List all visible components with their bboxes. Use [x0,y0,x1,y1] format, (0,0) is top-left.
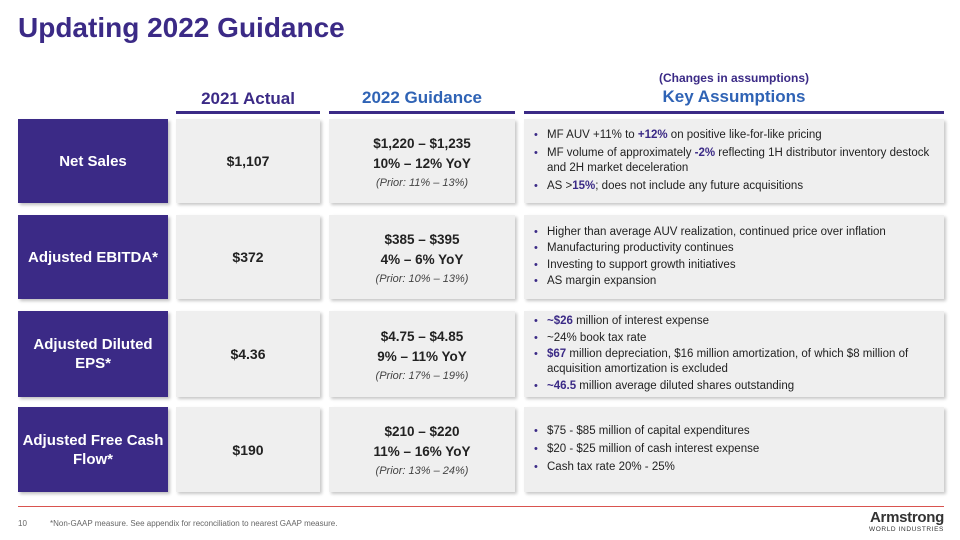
bullet-icon: • [534,443,538,455]
assumption-item [534,347,932,377]
actual-net-sales: $1,107 [176,119,320,203]
guidance-prior: (Prior: 10% – 13%) [375,272,469,285]
assumption-item [534,460,932,475]
assumptions-adjusted-ebitda [524,215,944,299]
logo-text: Armstrong [870,509,944,526]
bullet-icon: • [534,129,538,141]
assumption-highlight: ~46.5 [547,379,577,392]
guidance-prior: (Prior: 13% – 24%) [375,465,469,477]
assumptions-net-sales [524,119,944,203]
assumption-item [534,258,932,273]
row-label-adjusted-free-cash-flow: Adjusted Free Cash Flow* [18,407,168,492]
assumption-highlight: ~$26 [547,315,573,328]
row-label-net-sales: Net Sales [18,119,168,203]
assumption-text-continued: reflecting 1H distributor inventory destock and 2H market deceleration [547,147,930,174]
guidance-adjusted-diluted-eps [329,311,515,397]
row-label-adjusted-ebitda: Adjusted EBITDA* [18,215,168,299]
assumption-item [534,424,932,439]
bullet-icon: • [534,379,538,392]
bullet-icon: • [534,225,538,238]
bullet-icon: • [534,275,538,288]
assumption-text: Investing to support growth initiatives [547,258,736,271]
column-rule-actual [176,111,320,114]
assumptions-subheader: (Changes in assumptions) [658,71,810,85]
assumption-highlight: $67 [547,348,567,361]
column-header-actual: 2021 Actual [201,89,295,108]
assumption-text: AS margin expansion [547,275,657,288]
guidance-range: $1,220 – $1,235 [373,135,471,151]
bullet-icon: • [534,258,538,271]
guidance-prior: (Prior: 11% – 13%) [375,176,469,189]
column-header-guidance: 2022 Guidance [361,88,482,107]
assumption-item [534,379,932,394]
row-label-adjusted-diluted-eps: Adjusted Diluted EPS* [18,311,168,397]
column-header-assumptions: Key Assumptions [662,87,806,106]
assumption-text-continued: million average diluted shares outstanding [576,379,795,392]
bullet-icon: • [534,147,538,159]
assumption-text: $75 - $85 million of capital expenditures [547,425,750,437]
guidance-yoy: 11% – 16% YoY [373,444,471,459]
assumption-text: Manufacturing productivity continues [547,242,734,255]
guidance-yoy: 9% – 11% YoY [377,348,467,364]
guidance-yoy: 4% – 6% YoY [380,251,464,267]
actual-adjusted-free-cash-flow: $190 [176,407,320,492]
assumption-text: MF volume of approximately [547,147,695,159]
guidance-adjusted-free-cash-flow [329,407,515,492]
bullet-icon: • [534,315,538,328]
assumption-item [534,128,932,143]
assumption-text: ~24% book tax rate [547,331,647,344]
assumption-item [534,225,932,240]
assumption-highlight: -2% [694,147,716,159]
footnote: *Non-GAAP measure. See appendix for reconciliation to nearest GAAP measure. [50,519,338,528]
column-rule-assumptions [524,111,944,114]
actual-adjusted-diluted-eps: $4.36 [176,311,320,397]
assumption-item [534,314,932,329]
assumption-text-continued: ; does not include any future acquisitions [595,180,804,192]
bullet-icon: • [534,425,538,437]
guidance-range: $385 – $395 [384,231,460,247]
page-title: Updating 2022 Guidance [18,12,345,43]
assumption-item [534,442,932,457]
column-rule-guidance [329,111,515,114]
guidance-range: $4.75 – $4.85 [380,328,464,344]
bullet-icon: • [534,242,538,255]
assumption-text: $20 - $25 million of cash interest expense [547,443,760,455]
logo-subtext: WORLD INDUSTRIES [869,526,944,533]
page-number: 10 [18,519,27,528]
assumption-item [534,146,932,176]
assumption-item [534,241,932,256]
assumption-highlight: 15% [572,180,596,192]
bullet-icon: • [534,461,538,473]
assumption-text-continued: on positive like-for-like pricing [667,129,822,141]
guidance-net-sales [329,119,515,203]
company-logo [862,509,944,533]
guidance-adjusted-ebitda [329,215,515,299]
footer-divider [18,506,944,507]
assumption-text: Cash tax rate 20% - 25% [547,461,675,473]
bullet-icon: • [534,348,538,361]
assumptions-adjusted-free-cash-flow [524,407,944,492]
guidance-prior: (Prior: 17% – 19%) [375,369,469,382]
actual-adjusted-ebitda: $372 [176,215,320,299]
assumption-text-continued: million of interest expense [572,315,710,328]
assumptions-adjusted-diluted-eps [524,311,944,397]
assumption-highlight: +12% [637,129,668,141]
bullet-icon: • [534,180,538,192]
assumption-text: AS > [547,180,573,192]
assumption-item [534,179,932,194]
guidance-range: $210 – $220 [384,424,460,439]
assumption-item [534,274,932,289]
assumption-item [534,331,932,346]
assumption-text: MF AUV +11% to [547,129,638,141]
bullet-icon: • [534,331,538,344]
assumption-text-continued: million depreciation, $16 million amortization, of which $8 million of acquisition amortization is excluded [547,348,909,376]
assumption-text: Higher than average AUV realization, continued price over inflation [547,225,886,238]
guidance-yoy: 10% – 12% YoY [373,155,471,171]
